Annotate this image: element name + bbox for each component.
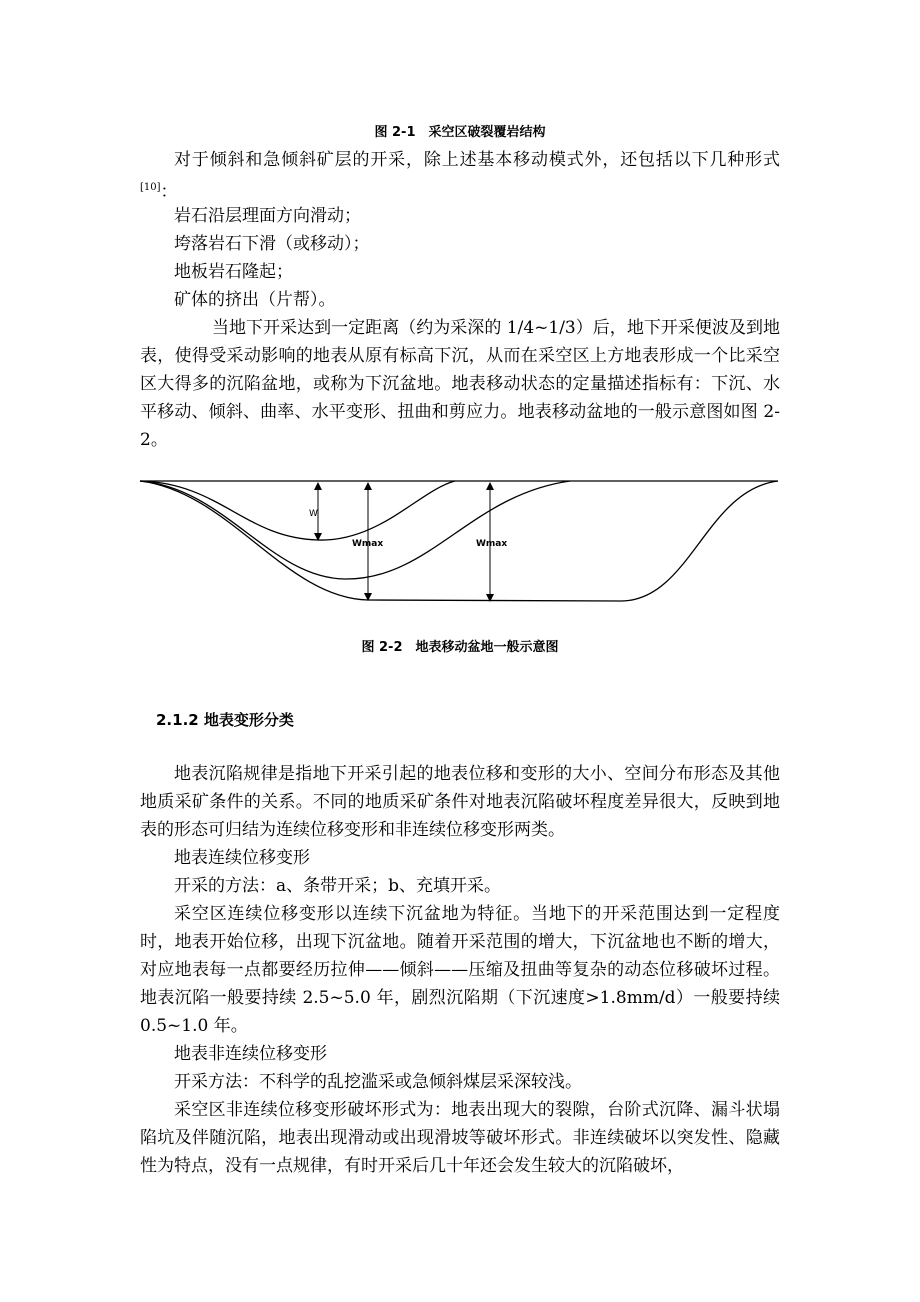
continuous-title: 地表连续位移变形 xyxy=(174,848,310,868)
mode-item: 地板岩石隆起； xyxy=(174,262,293,282)
wmax1-label: Wmax xyxy=(352,539,384,549)
subsidence-basin-figure xyxy=(0,0,920,640)
mode-item: 矿体的挤出（片帮）。 xyxy=(174,290,336,310)
citation-ref: [10] xyxy=(140,182,161,193)
wmax2-arrow-head-top xyxy=(486,482,494,490)
classification-paragraph: 地表沉陷规律是指地下开采引起的地表位移和变形的大小、空间分布形态及其他地质采矿条件的关系。不同的地质采矿条件对地表沉陷破坏程度差异很大，反映到地表的形态可归结为连续位移变形和非连续位移变形两类。 xyxy=(140,764,780,840)
wmax2-label: Wmax xyxy=(476,539,508,549)
figure-2-1-caption: 图 2-1 采空区破裂覆岩结构 xyxy=(374,125,546,140)
discontinuous-title: 地表非连续位移变形 xyxy=(174,1044,327,1064)
basin-curve-1 xyxy=(140,481,455,540)
subsidence-paragraph: 当地下开采达到一定距离（约为采深的 1/4~1/3）后，地下开采便波及到地表，使得受采动影响的地表从原有标高下沉，从而在采空区上方地表形成一个比采空区大得多的沉陷盆地，或称为下沉盆地。地表移动状态的定量描述指标有：下沉、水平移动、倾斜、曲率、水平变形、扭曲和剪应力。地表移动盆地的一般示意图如图 2-2。 xyxy=(140,318,780,450)
mode-item: 岩石沿层理面方向滑动； xyxy=(174,206,361,226)
w-label: W xyxy=(309,509,318,519)
section-heading: 2.1.2 地表变形分类 xyxy=(156,711,294,729)
intro-tail: ： xyxy=(160,182,178,202)
discontinuous-description: 采空区非连续位移变形破坏形式为：地表出现大的裂隙，台阶式沉降、漏斗状塌陷坑及伴随沉陷，地表出现滑动或出现滑坡等破坏形式。非连续破坏以突发性、隐藏性为特点，没有一点规律，有时开采后几十年还会发生较大的沉陷破坏， xyxy=(140,1100,780,1176)
wmax1-arrow-head-top xyxy=(364,482,372,490)
intro-text: 对于倾斜和急倾斜矿层的开采，除上述基本移动模式外，还包括以下几种形式 xyxy=(174,150,780,170)
w-arrow-head-top xyxy=(314,482,322,490)
figure-2-2-caption: 图 2-2 地表移动盆地一般示意图 xyxy=(361,640,559,655)
mode-item: 垮落岩石下滑（或移动）； xyxy=(174,234,370,254)
continuous-description: 采空区连续位移变形以连续下沉盆地为特征。当地下的开采范围达到一定程度时，地表开始位移，出现下沉盆地。随着开采范围的增大，下沉盆地也不断的增大，对应地表每一点都要经历拉伸——倾斜——压缩及扭曲等复杂的动态位移破坏过程。地表沉陷一般要持续 2.5~5.0 年，剧烈沉陷期（下沉速度>1.8mm/d）一般要持续 0.5~1.0 年。 xyxy=(140,904,780,1036)
basin-curve-3 xyxy=(140,481,778,601)
continuous-method: 开采的方法：a、条带开采；b、充填开采。 xyxy=(174,876,502,896)
discontinuous-method: 开采方法：不科学的乱挖滥采或急倾斜煤层采深较浅。 xyxy=(174,1072,582,1092)
